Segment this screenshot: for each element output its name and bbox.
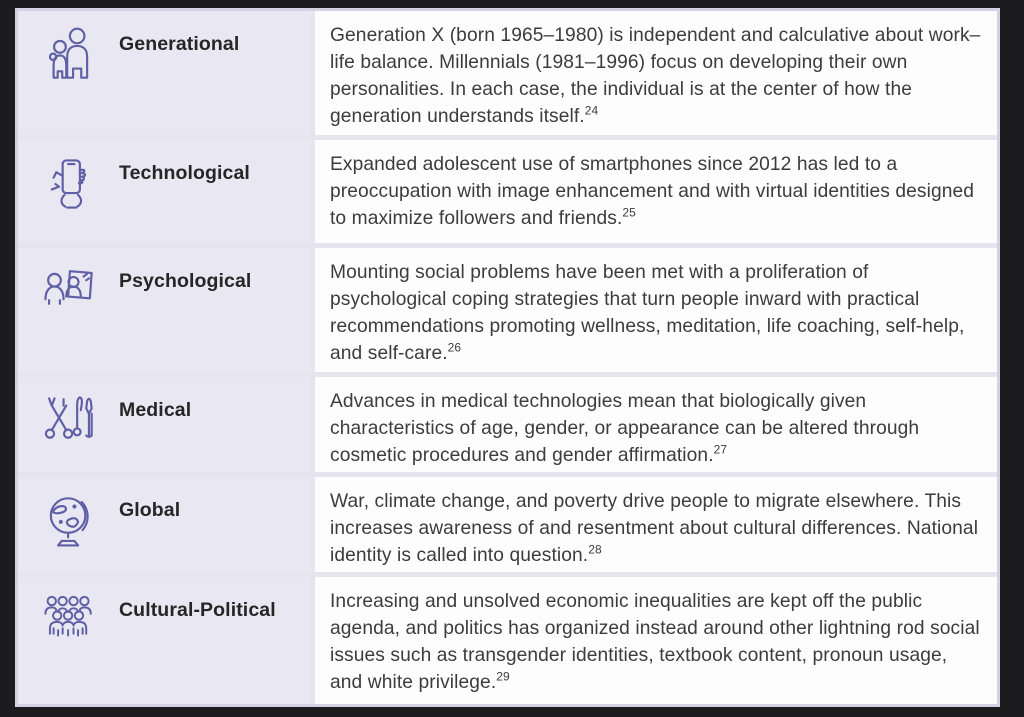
description-paragraph bbox=[330, 388, 983, 469]
description-paragraph bbox=[330, 588, 983, 696]
description-paragraph bbox=[330, 488, 983, 569]
category-cell-psychological bbox=[18, 248, 310, 372]
description-paragraph bbox=[330, 22, 983, 130]
description-cell-medical bbox=[315, 377, 997, 472]
description-cell-technological bbox=[315, 140, 997, 243]
hands-holding-smartphone-icon bbox=[40, 155, 98, 215]
family-icon bbox=[40, 26, 98, 86]
footnote-ref: 28 bbox=[588, 542, 602, 557]
categories-table bbox=[15, 8, 1000, 707]
category-cell-medical bbox=[18, 377, 310, 472]
description-paragraph bbox=[330, 259, 983, 367]
description-cell-generational bbox=[315, 11, 997, 135]
category-label: Cultural-Political bbox=[119, 599, 276, 621]
category-cell-global bbox=[18, 477, 310, 572]
category-cell-cultural-political bbox=[18, 577, 310, 704]
category-cell-technological bbox=[18, 140, 310, 243]
description-text: War, climate change, and poverty drive people to migrate elsewhere. This increases awareness of and resentment about cultural differences. National identity is called into question. bbox=[330, 491, 979, 566]
category-label: Technological bbox=[119, 162, 250, 184]
footnote-ref: 25 bbox=[622, 205, 636, 220]
description-text: Advances in medical technologies mean that biologically given characteristics of age, gender, or appearance can be altered through cosmetic procedures and gender affirmation. bbox=[330, 391, 920, 466]
category-label: Generational bbox=[119, 33, 240, 55]
footnote-ref: 26 bbox=[447, 340, 462, 355]
category-label: Psychological bbox=[119, 270, 252, 292]
description-paragraph bbox=[330, 151, 983, 232]
crowd-icon bbox=[40, 592, 98, 652]
globe-icon bbox=[40, 492, 98, 552]
category-cell-generational bbox=[18, 11, 310, 135]
category-label: Global bbox=[119, 499, 181, 521]
description-text: Mounting social problems have been met with a proliferation of psychological coping strategies that turn people inward with practical recommendations promoting wellness, meditation, life coaching, self-help, and self-care. bbox=[330, 262, 965, 364]
people-mirror-icon bbox=[40, 263, 98, 323]
description-cell-psychological bbox=[315, 248, 997, 372]
description-text: Generation X (born 1965–1980) is independent and calculative about work–life balance. Millennials (1981–1996) focus on developing their own personalities. In each case, the individual is at the center of how the generation understands itself. bbox=[330, 25, 981, 127]
description-cell-cultural-political bbox=[315, 577, 997, 704]
surgical-instruments-icon bbox=[40, 392, 98, 452]
footnote-ref: 24 bbox=[584, 103, 599, 118]
footnote-ref: 27 bbox=[713, 442, 728, 457]
footnote-ref: 29 bbox=[496, 669, 510, 684]
category-label: Medical bbox=[119, 399, 192, 421]
description-text: Increasing and unsolved economic inequalities are kept off the public agenda, and politics has organized instead around other lightning rod social issues such as transgender identities, textbook content, pronoun usage, and white privilege. bbox=[330, 591, 980, 693]
description-cell-global bbox=[315, 477, 997, 572]
description-text: Expanded adolescent use of smartphones since 2012 has led to a preoccupation with image enhancement and with virtual identities designed to maximize followers and friends. bbox=[330, 154, 975, 229]
